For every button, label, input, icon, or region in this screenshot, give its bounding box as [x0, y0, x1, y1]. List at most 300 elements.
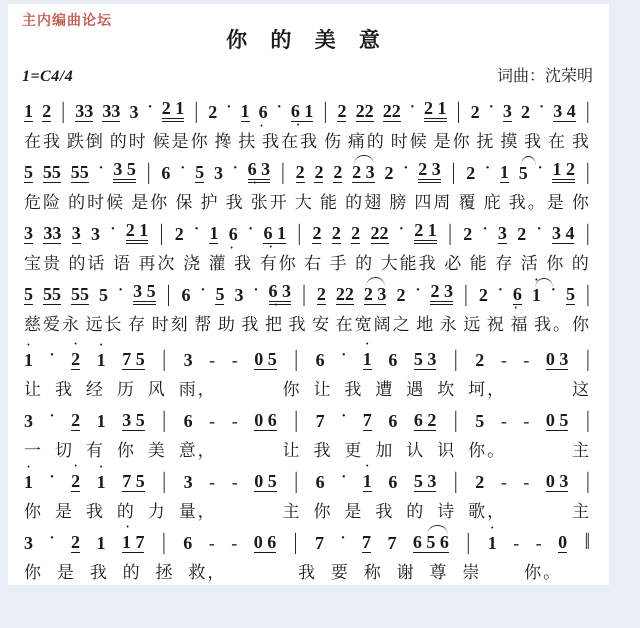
tie-arc [427, 525, 448, 535]
note-token: - [231, 472, 238, 493]
lyric-syllable: 坷， [468, 380, 507, 399]
lyric-syllable: 遇 [406, 380, 426, 399]
note-token: 2 [316, 284, 326, 305]
lyric-syllable: 我 [524, 132, 544, 151]
barline: | [162, 468, 167, 495]
note-token: 2 3 [430, 282, 453, 305]
note-token: 6 1 • [291, 102, 314, 122]
note-token: 5 [99, 285, 109, 306]
note-token: 0 6 [254, 410, 277, 431]
note-token: 6 • [229, 225, 238, 244]
note-token: 33 [75, 101, 94, 122]
note-token: 3 5 [122, 410, 145, 431]
barline: | [194, 98, 199, 125]
note-token: 6 [181, 285, 191, 306]
note-token: - [231, 350, 238, 371]
lyric-syllable: 存 [495, 254, 515, 273]
dot-mark: · [539, 99, 545, 116]
note-token: 0 3 [545, 471, 569, 492]
system-2 [22, 153, 593, 214]
notation-line-6 [22, 401, 593, 434]
lyric-syllable: 主 [571, 441, 591, 460]
note-token: 2 [312, 223, 322, 244]
dot-mark: · [118, 282, 124, 299]
lyric-syllable: 的 [116, 502, 136, 521]
note-token: 55 [70, 162, 89, 183]
notation-line-2 [22, 153, 593, 186]
note-token: 6 1 • [263, 224, 286, 244]
barline: | [294, 407, 299, 434]
lyric-syllable: 让 [313, 380, 333, 399]
note-token: 1 2 [552, 160, 575, 183]
note-token: 3 [24, 411, 33, 432]
systems [22, 92, 593, 584]
note-token: 2 [42, 101, 52, 122]
note-token: 6 • [259, 103, 268, 122]
lyric-syllable: 我。你 [534, 315, 591, 334]
note-token: 5 [475, 411, 485, 432]
lyric-syllable: 帮 [194, 315, 214, 334]
note-token: • 1 [24, 473, 33, 492]
note-token: 2 [470, 102, 480, 123]
note-token: 1 [209, 223, 219, 244]
song-title: 你 的 美 意 [226, 28, 389, 52]
system-7 [22, 462, 593, 523]
lyrics-line-6 [22, 436, 593, 461]
note-token: 6 • [513, 285, 522, 305]
note-token: - [513, 533, 520, 554]
note-token: 6 2 [413, 410, 437, 431]
dot-mark: · [340, 530, 346, 547]
note-token: • 2 [71, 350, 80, 370]
barline: | [585, 98, 590, 125]
lyric-syllable: 的时候 [68, 193, 126, 212]
dot-mark: · [49, 347, 55, 364]
note-token: 0 [558, 532, 568, 553]
barline: | [302, 281, 306, 308]
lyric-syllable: 膀 [389, 193, 409, 212]
note-token: 5 [24, 284, 33, 305]
lyric-syllable: 称 [363, 563, 383, 582]
note-token: 33 [102, 101, 121, 122]
note-token: 55 [42, 162, 61, 183]
lyric-syllable: 我 [241, 315, 261, 334]
note-token: 3 4 [551, 223, 575, 244]
dot-mark: · [49, 530, 55, 547]
note-token: 3 [183, 350, 193, 371]
dot-mark: · [194, 221, 200, 238]
lyric-syllable: 量， [178, 502, 217, 521]
lyric-syllable: 候是你 [152, 132, 210, 151]
system-4 [22, 275, 593, 336]
barline: ‖ [584, 529, 590, 556]
note-token: 22 [370, 223, 389, 244]
lyric-syllable: 时候 [390, 132, 429, 151]
lyric-syllable: 庇 [483, 193, 503, 212]
dot-mark: · [398, 221, 404, 238]
lyrics-line-5 [22, 375, 593, 400]
note-token: • 1 [363, 350, 372, 370]
note-token: • 1 [24, 351, 33, 370]
lyric-syllable: 你。 [524, 563, 563, 582]
lyric-syllable: 的时 [109, 132, 148, 151]
lyric-syllable: 保 [175, 193, 195, 212]
dot-mark: · [485, 160, 491, 177]
dot-mark: · [110, 221, 116, 238]
lyric-syllable: 你 [313, 502, 333, 521]
lyric-syllable: 是你 [433, 132, 472, 151]
note-token: 7 5 [122, 349, 145, 370]
note-token: 1 [96, 533, 106, 554]
lyric-syllable: 力 [147, 502, 167, 521]
lyric-syllable: 你 [546, 254, 566, 273]
note-token: 1 [240, 101, 250, 122]
note-token: 6 [183, 411, 193, 432]
note-token: - [500, 350, 507, 371]
barline: | [448, 220, 452, 247]
lyric-syllable: 我 [298, 563, 317, 582]
dot-mark: · [550, 282, 556, 299]
note-token: 2 1 [126, 221, 149, 244]
forum-watermark: 主内编曲论坛 [22, 13, 112, 29]
lyric-syllable: 有 [85, 441, 105, 460]
lyric-syllable: 远 [463, 315, 483, 334]
note-token: 2 [71, 410, 81, 431]
lyric-syllable: 福 [510, 315, 530, 334]
note-token: • 1 [97, 473, 106, 492]
lyric-syllable: 歌， [468, 502, 507, 521]
note-token: 2 3 [418, 160, 441, 183]
barline: | [293, 529, 298, 556]
note-token: 55 [71, 284, 90, 305]
lyric-syllable: 摸 [500, 132, 520, 151]
lyric-syllable: 让 [24, 380, 43, 399]
lyric-syllable: 历 [116, 380, 136, 399]
note-token: - [208, 533, 215, 554]
dot-mark: · [537, 160, 543, 177]
note-token: 2 [337, 101, 347, 122]
dot-mark: · [248, 221, 254, 238]
lyric-syllable: 我 [234, 254, 254, 273]
note-token: 2 [333, 162, 343, 183]
lyric-syllable: 主 [571, 502, 591, 521]
lyric-syllable: 能 [469, 254, 489, 273]
lyric-syllable: 是 [344, 502, 364, 521]
note-token: • 1 [363, 472, 372, 492]
note-token: • 2 [71, 472, 80, 492]
lyric-syllable: 你 [24, 563, 43, 582]
notation-line-4 [22, 275, 593, 308]
barline: | [585, 346, 590, 373]
lyric-syllable: 我 [344, 380, 364, 399]
dot-mark: · [49, 408, 55, 425]
note-token: 2 [517, 224, 527, 245]
lyric-syllable: 有你 [259, 254, 298, 273]
note-token: 1 [499, 162, 509, 183]
note-token: 3 [213, 163, 223, 184]
note-token: 2 [475, 472, 485, 493]
system-6 [22, 401, 593, 462]
barline: | [162, 407, 167, 434]
barline: | [453, 407, 458, 434]
note-token: 2 [478, 285, 488, 306]
lyric-syllable: 主 [282, 502, 302, 521]
lyric-syllable: 经 [85, 380, 105, 399]
dot-mark: · [482, 221, 488, 238]
lyric-syllable: 切 [54, 441, 74, 460]
note-token: 5 3 [413, 471, 437, 492]
note-token: 2 3 [364, 285, 387, 305]
note-token: 3 [24, 533, 33, 554]
note-token: 0 5 [545, 410, 569, 431]
system-1 [22, 92, 593, 153]
note-token: 7 [314, 533, 324, 554]
note-token: 1 [24, 101, 33, 122]
dot-mark: · [98, 160, 104, 177]
lyric-syllable: 你 [571, 193, 591, 212]
barline: | [456, 98, 461, 125]
dot-mark: · [341, 347, 347, 364]
system-5 [22, 340, 593, 401]
note-token: 3 [234, 285, 244, 306]
lyric-syllable: 尊 [429, 563, 449, 582]
note-token: 6 [388, 472, 398, 493]
lyrics-line-3 [22, 249, 593, 274]
note-token: 2 [295, 162, 305, 183]
lyric-syllable: 是你 [131, 193, 170, 212]
system-3 [22, 214, 593, 275]
barline: | [464, 281, 468, 308]
lyric-syllable: 我在我 [262, 132, 320, 151]
note-token: • 1 [97, 351, 106, 370]
lyric-syllable: 你。 [468, 441, 507, 460]
lyric-syllable: 永 [439, 315, 459, 334]
barline: | [453, 346, 458, 373]
notation-line-7 [22, 462, 593, 495]
lyric-syllable: 的翅 [345, 193, 384, 212]
lyric-syllable: 拯 [155, 563, 175, 582]
lyric-syllable: 一 [24, 441, 43, 460]
notation-line-1 [22, 92, 593, 125]
note-token: 6 [315, 350, 325, 371]
lyric-syllable: 风 [147, 380, 167, 399]
lyric-syllable: 存 [128, 315, 148, 334]
note-token: 5 3 [413, 349, 437, 370]
note-token: 0 3 [545, 349, 569, 370]
lyric-syllable: 四周 [414, 193, 453, 212]
lyric-syllable: 远长 [85, 315, 124, 334]
lyric-syllable: 宝贵 [24, 254, 62, 273]
note-token: 2 [208, 102, 218, 123]
dot-mark: · [536, 221, 542, 238]
note-token: 3 4 [553, 101, 576, 122]
barline: | [453, 468, 458, 495]
note-token: 5 [519, 164, 528, 183]
lyric-syllable: 你 [24, 502, 43, 521]
note-token: 55 [43, 284, 62, 305]
lyric-syllable: 手 [329, 254, 349, 273]
note-token: 3 [183, 472, 193, 493]
lyric-syllable: 我。是 [508, 193, 566, 212]
lyric-syllable: 你 [282, 380, 302, 399]
lyric-syllable: 我 [375, 502, 395, 521]
score-page [8, 4, 609, 585]
note-token: 5 [565, 284, 575, 305]
note-token: 0 6 [253, 532, 277, 553]
note-token: 2 [520, 102, 530, 123]
lyric-syllable: 在我 [24, 132, 62, 151]
lyric-syllable: 右 [304, 254, 324, 273]
barline: | [451, 159, 456, 186]
lyric-syllable: 的 [571, 254, 591, 273]
lyric-syllable: 遭 [375, 380, 395, 399]
lyric-syllable: 危险 [24, 193, 62, 212]
note-token: 7 [315, 411, 325, 432]
dot-mark: · [403, 160, 409, 177]
lyric-syllable: 把 [264, 315, 284, 334]
key-signature: 1=C4/4 [22, 68, 74, 85]
note-token: 6 3 • [269, 282, 292, 305]
lyric-syllable: 我 [225, 193, 245, 212]
notation-line-5 [22, 340, 593, 373]
note-token: - [209, 411, 216, 432]
lyric-syllable: 祝 [486, 315, 506, 334]
lyric-syllable: 能 [320, 193, 339, 212]
lyrics-line-1 [22, 127, 593, 152]
barline: | [294, 468, 299, 495]
lyric-syllable: 你 [116, 441, 136, 460]
note-token: 2 1 [162, 99, 185, 122]
note-token: 1 [96, 411, 106, 432]
lyric-syllable: 必 [444, 254, 464, 273]
dot-mark: · [49, 469, 55, 486]
lyric-syllable: 的 [355, 254, 375, 273]
lyrics-line-8 [22, 558, 593, 583]
lyric-syllable: 让 [282, 441, 302, 460]
lyrics-line-4 [22, 310, 593, 335]
lyric-syllable: 谢 [396, 563, 416, 582]
note-token: 6 [388, 350, 398, 371]
lyric-syllable: 搀 [214, 132, 234, 151]
key-row [22, 64, 593, 86]
tie-arc [535, 278, 553, 288]
note-token: 2 [466, 163, 476, 184]
dot-mark: · [200, 282, 206, 299]
note-token: - [231, 411, 238, 432]
note-token: • 1 [532, 286, 541, 305]
note-token: - [209, 350, 216, 371]
lyric-syllable: 地 [416, 315, 436, 334]
lyric-syllable: 是 [54, 502, 74, 521]
note-token: 2 1 [414, 221, 437, 244]
lyric-syllable: 加 [375, 441, 395, 460]
notation-line-8 [22, 523, 593, 556]
dot-mark: · [415, 282, 421, 299]
note-token: 6 5 6 [413, 533, 449, 553]
lyric-syllable: 跌倒 [66, 132, 105, 151]
lyric-syllable: 雨， [178, 380, 217, 399]
lyric-syllable: 诗 [437, 502, 457, 521]
note-token: 6 [183, 533, 193, 554]
barline: | [585, 281, 590, 308]
lyric-syllable: 覆 [458, 193, 478, 212]
lyric-syllable: 我 [313, 441, 333, 460]
tie-arc [366, 277, 385, 287]
note-token: - [500, 472, 507, 493]
note-token: 3 [24, 223, 33, 244]
lyric-syllable: 要 [330, 563, 350, 582]
note-token: - [523, 411, 530, 432]
barline: | [585, 220, 590, 247]
dot-mark: · [341, 408, 347, 425]
composer-credit: 词曲：沈荣明 [496, 68, 593, 85]
lyric-syllable: 慈爱永 [24, 315, 81, 334]
lyric-syllable: 我 [89, 563, 109, 582]
note-token: 2 [384, 163, 394, 184]
note-token: 2 3 [352, 163, 375, 183]
lyric-syllable: 伤 [324, 132, 344, 151]
note-token: 2 [314, 162, 324, 183]
note-token: 2 [463, 224, 473, 245]
lyric-syllable: 崇 [462, 563, 482, 582]
note-token: 3 [71, 223, 81, 244]
lyric-syllable: 意， [178, 441, 217, 460]
lyric-syllable: 灌 [208, 254, 228, 273]
note-token: 5 [215, 284, 225, 305]
lyric-syllable: 扶 [238, 132, 258, 151]
note-token: 7 [361, 532, 371, 553]
lyric-syllable: 的 [406, 502, 426, 521]
note-token: 7 [362, 410, 372, 431]
lyrics-line-7 [22, 497, 593, 522]
note-token: 3 5 [133, 282, 156, 305]
dot-mark: · [488, 99, 494, 116]
lyric-syllable: 是 [56, 563, 76, 582]
note-token: 2 [396, 285, 406, 306]
barline: | [323, 98, 328, 125]
barline: | [297, 220, 302, 247]
tie-arc [354, 155, 373, 165]
dot-mark: · [226, 99, 232, 116]
lyric-syllable: 我 [288, 315, 308, 334]
lyric-syllable: 护 [200, 193, 220, 212]
dot-mark: · [497, 282, 503, 299]
barline: | [466, 529, 471, 556]
lyric-syllable: 坎 [437, 380, 457, 399]
note-token: 3 [129, 102, 139, 123]
note-token: 6 [315, 472, 325, 493]
lyric-syllable: 更 [344, 441, 364, 460]
lyric-syllable: 安 [312, 315, 332, 334]
lyric-syllable: 语 [113, 254, 133, 273]
note-token: 2 [475, 350, 485, 371]
lyric-syllable: 抚 [476, 132, 496, 151]
note-token: 5 [195, 162, 205, 183]
dot-mark: · [147, 99, 153, 116]
note-token: 3 [497, 223, 507, 244]
lyric-syllable: 大 [294, 193, 314, 212]
note-token: - [523, 350, 530, 371]
note-token: 2 [70, 532, 80, 553]
note-token: • 1 7 [122, 533, 145, 553]
lyric-syllable: 活 [520, 254, 540, 273]
note-token: 6 [388, 411, 398, 432]
note-token: 3 [502, 101, 512, 122]
lyric-syllable: 美 [147, 441, 167, 460]
system-8 [22, 523, 593, 584]
note-token: - [231, 533, 238, 554]
lyric-syllable: 救， [188, 563, 227, 582]
